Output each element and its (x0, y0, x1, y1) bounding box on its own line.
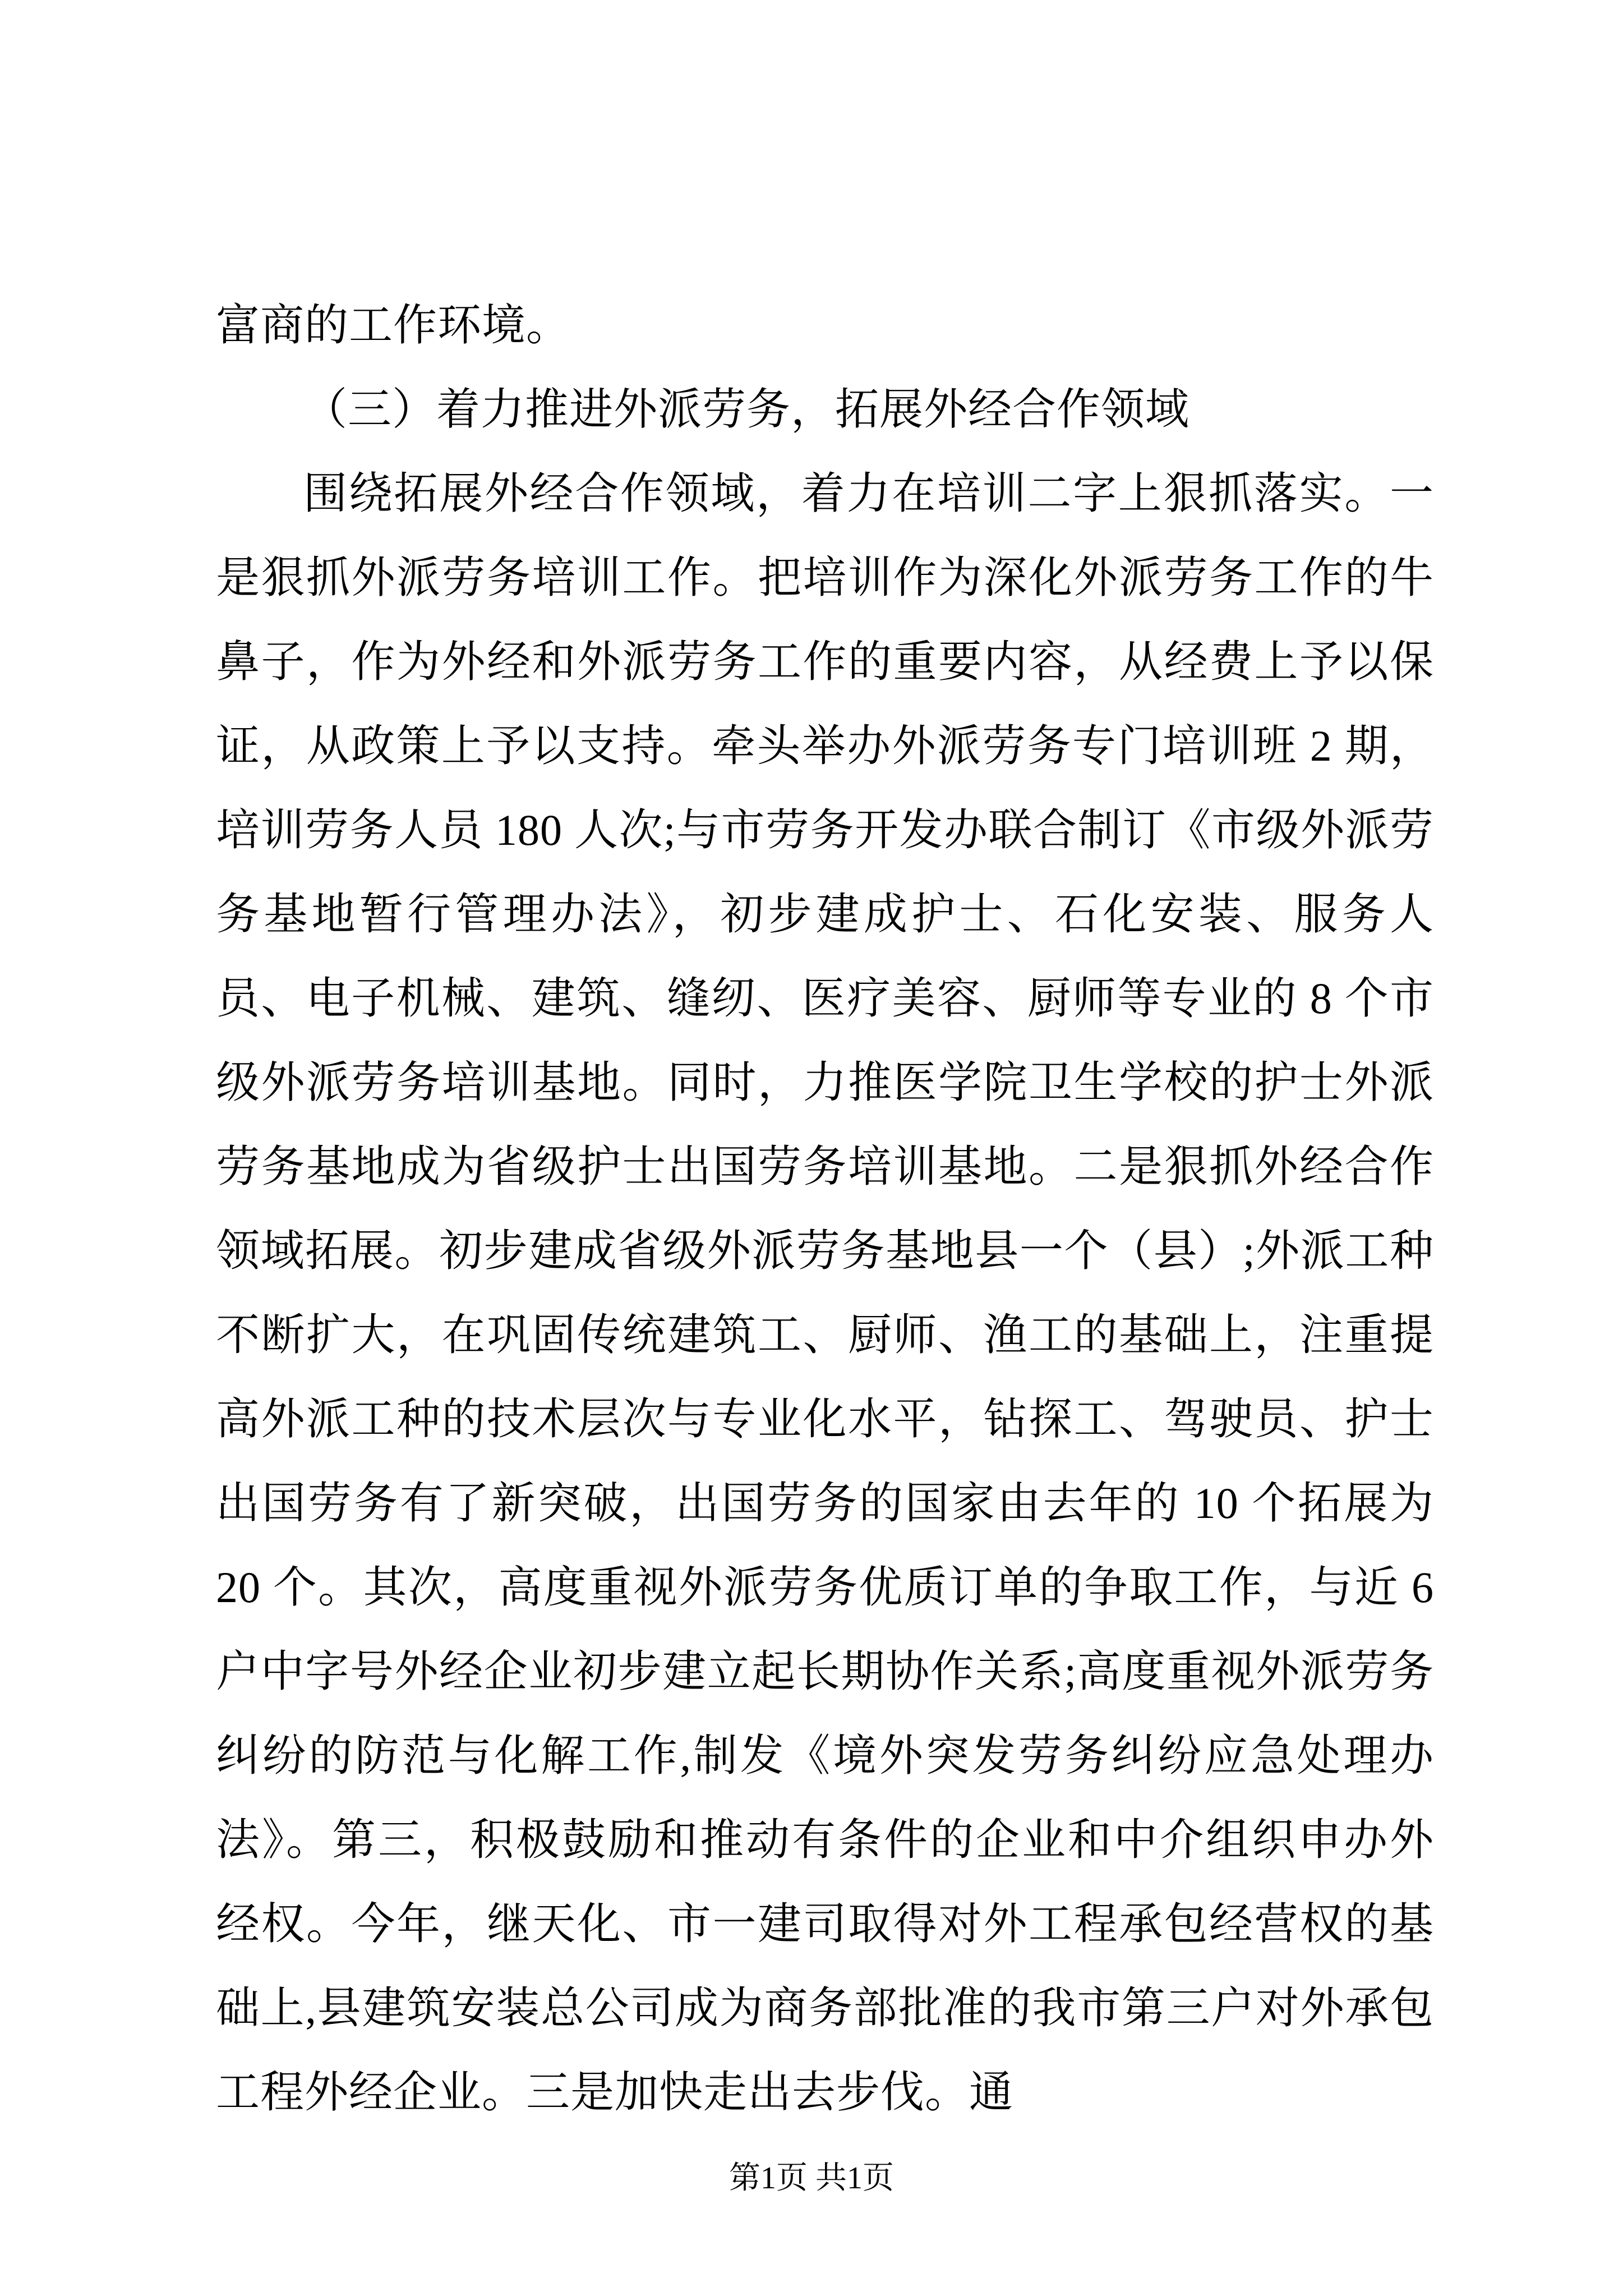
body-paragraph: 围绕拓展外经合作领域，着力在培训二字上狠抓落实。一是狠抓外派劳务培训工作。把培训作为深化外派劳务工作的牛鼻子，作为外经和外派劳务工作的重要内容，从经费上予以保证，从政策上予以支持。牵头举办外派劳务专门培训班 2 期，培训劳务人员 180 人次;与市劳务开发办联合制订《市级外派劳务基地暂行管理办法》，初步建成护士、石化安装、服务人员、电子机械、建筑、缝纫、医疗美容、厨师等专业的 8 个市级外派劳务培训基地。同时，力推医学院卫生学校的护士外派劳务基地成为省级护士出国劳务培训基地。二是狠抓外经合作领域拓展。初步建成省级外派劳务基地县一个（县）;外派工种不断扩大，在巩固传统建筑工、厨师、渔工的基础上，注重提高外派工种的技术层次与专业化水平，钻探工、驾驶员、护士出国劳务有了新突破，出国劳务的国家由去年的 10 个拓展为 20 个。其次，高度重视外派劳务优质订单的争取工作，与近 6 户中字号外经企业初步建立起长期协作关系;高度重视外派劳务纠纷的防范与化解工作,制发《境外突发劳务纠纷应急处理办法》。第三，积极鼓励和推动有条件的企业和中介组织申办外经权。今年，继天化、市一建司取得对外工程承包经营权的基础上,县建筑安装总公司成为商务部批准的我市第三户对外承包工程外经企业。三是加快走出去步伐。通 (216, 469, 1434, 2116)
page-footer: 第1页 共1页 (729, 2161, 894, 2196)
section-heading: （三）着力推进外派劳务，拓展外经合作领域 (303, 385, 1190, 434)
document-body (216, 283, 1434, 2134)
body-paragraph-continuation: 富商的工作环境。 (216, 301, 571, 349)
